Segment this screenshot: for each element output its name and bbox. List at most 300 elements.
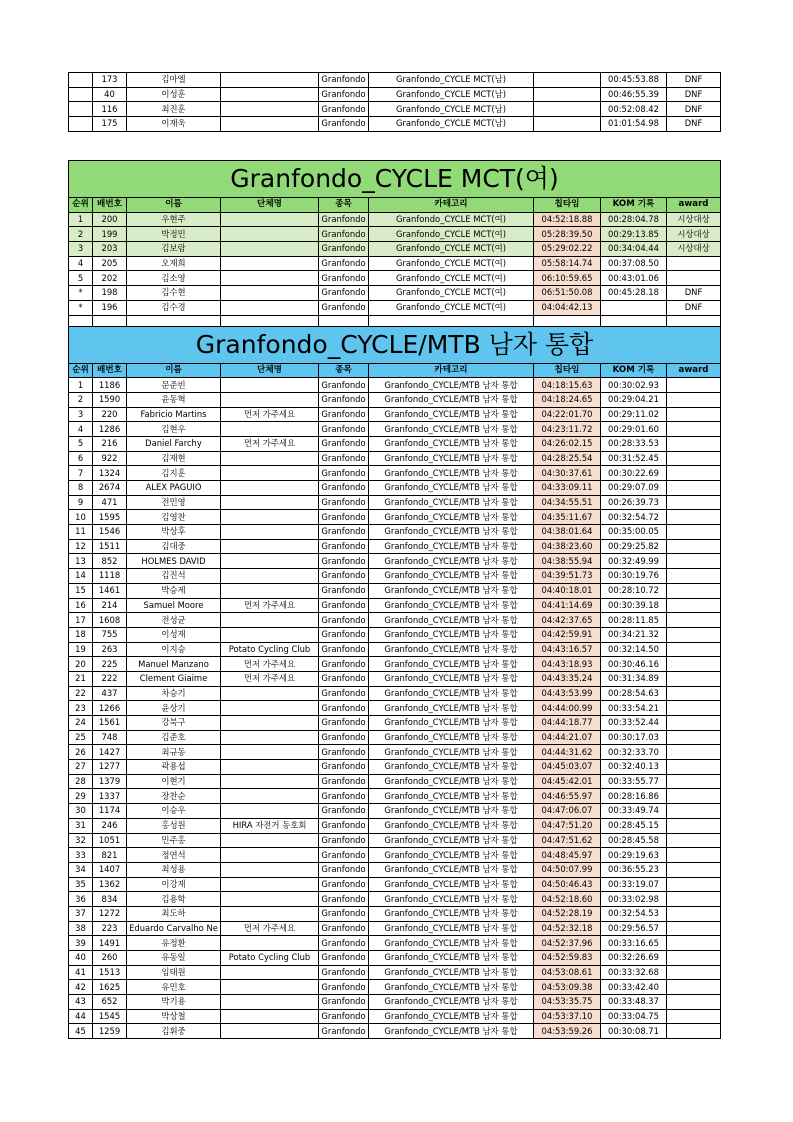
cell-event: Granfondo [319,818,369,833]
table-row [69,466,721,481]
table-row [69,760,721,775]
cell-award [667,848,721,863]
header-category: 카테고리 [369,198,534,213]
cell-bib: 196 [93,300,127,315]
cell-event: Granfondo [319,87,369,102]
cell-category: Granfondo_CYCLE/MTB 남자 통합 [369,745,534,760]
cell-award [667,1009,721,1024]
cell-chip-time: 06:51:50.08 [534,286,601,301]
cell-category: Granfondo_CYCLE MCT(여) [369,256,534,271]
cell-event: Granfondo [319,422,369,437]
cell-event: Granfondo [319,117,369,132]
cell-name: 이현기 [127,774,221,789]
cell-rank: 29 [69,789,93,804]
cell-rank: 38 [69,921,93,936]
cell-bib: 1546 [93,525,127,540]
cell-event: Granfondo [319,451,369,466]
cell-award [667,804,721,819]
cell-team: 먼저 가주세요 [221,671,319,686]
cell-name: 전성균 [127,613,221,628]
cell-kom: 00:34:04.44 [601,242,667,257]
cell-bib: 437 [93,686,127,701]
cell-kom: 00:52:08.42 [601,102,667,117]
cell-bib: 40 [93,87,127,102]
cell-rank: 14 [69,569,93,584]
cell-category: Granfondo_CYCLE/MTB 남자 통합 [369,510,534,525]
table-row [69,436,721,451]
table-row [69,892,721,907]
cell-award [667,598,721,613]
cell-category: Granfondo_CYCLE/MTB 남자 통합 [369,539,534,554]
cell-award [667,481,721,496]
cell-event: Granfondo [319,286,369,301]
cell-event: Granfondo [319,242,369,257]
cell-award [667,789,721,804]
cell-category: Granfondo_CYCLE/MTB 남자 통합 [369,760,534,775]
cell-name: 김현우 [127,422,221,437]
cell-award [667,701,721,716]
cell-award: DNF [667,73,721,88]
cell-kom: 00:45:53.88 [601,73,667,88]
cell-kom: 00:29:13.85 [601,227,667,242]
cell-bib: 1118 [93,569,127,584]
cell-bib: 922 [93,451,127,466]
cell-chip-time: 04:44:31.62 [534,745,601,760]
cell-name: 정연석 [127,848,221,863]
cell-name: 최성용 [127,862,221,877]
cell-category: Granfondo_CYCLE/MTB 남자 통합 [369,422,534,437]
cell-category: Granfondo_CYCLE/MTB 남자 통합 [369,730,534,745]
cell-bib: 1362 [93,877,127,892]
table-row [69,980,721,995]
cell-kom: 00:30:08.71 [601,1024,667,1039]
cell-chip-time: 04:43:53.99 [534,686,601,701]
cell-kom: 00:33:19.07 [601,877,667,892]
cell-category: Granfondo_CYCLE/MTB 남자 통합 [369,701,534,716]
cell-category: Granfondo_CYCLE/MTB 남자 통합 [369,862,534,877]
cell-team [221,862,319,877]
table-row [69,716,721,731]
cell-category: Granfondo_CYCLE/MTB 남자 통합 [369,951,534,966]
cell-category: Granfondo_CYCLE/MTB 남자 통합 [369,774,534,789]
cell-category: Granfondo_CYCLE/MTB 남자 통합 [369,407,534,422]
cell-award: DNF [667,300,721,315]
cell-kom: 00:31:34.89 [601,671,667,686]
table-row [69,862,721,877]
header-award: award [667,363,721,378]
cell-award [667,774,721,789]
cell-award [667,877,721,892]
cell-name: 김보람 [127,242,221,257]
cell-kom: 00:29:56.57 [601,921,667,936]
cell-kom: 00:30:19.76 [601,569,667,584]
cell-award [667,466,721,481]
cell-award [667,818,721,833]
cell-chip-time: 04:44:21.07 [534,730,601,745]
cell-bib: 1545 [93,1009,127,1024]
cell-kom: 00:35:00.05 [601,525,667,540]
cell-category: Granfondo_CYCLE/MTB 남자 통합 [369,818,534,833]
cell-name: 문준빈 [127,378,221,393]
cell-bib: 471 [93,495,127,510]
table-row [69,627,721,642]
cell-team [221,73,319,88]
cell-award [667,539,721,554]
table-row [69,495,721,510]
cell-chip-time: 04:33:09.11 [534,481,601,496]
cell-rank: 9 [69,495,93,510]
cell-event: Granfondo [319,716,369,731]
cell-rank: 12 [69,539,93,554]
cell-award [667,657,721,672]
cell-category: Granfondo_CYCLE/MTB 남자 통합 [369,789,534,804]
table-row [69,671,721,686]
cell-name: Daniel Farchy [127,436,221,451]
cell-kom: 00:28:16.86 [601,789,667,804]
cell-event: Granfondo [319,774,369,789]
cell-category: Granfondo_CYCLE/MTB 남자 통합 [369,598,534,613]
table-row [69,848,721,863]
cell-kom: 00:32:40.13 [601,760,667,775]
cell-rank: 17 [69,613,93,628]
cell-award [667,716,721,731]
cell-chip-time: 04:50:07.99 [534,862,601,877]
cell-kom: 00:30:22.69 [601,466,667,481]
cell-award [667,921,721,936]
cell-rank: 32 [69,833,93,848]
cell-award [667,965,721,980]
header-bib: 배번호 [93,363,127,378]
table-row [69,300,721,315]
table-row [69,73,721,88]
table-row [69,613,721,628]
cell-kom: 00:32:14.50 [601,642,667,657]
cell-rank: 45 [69,1024,93,1039]
cell-rank: 26 [69,745,93,760]
cell-award [667,862,721,877]
cell-category: Granfondo_CYCLE MCT(남) [369,102,534,117]
cell-kom [601,300,667,315]
table-row [69,583,721,598]
cell-category: Granfondo_CYCLE/MTB 남자 통합 [369,466,534,481]
cell-rank: 42 [69,980,93,995]
cell-name: 박상후 [127,525,221,540]
table-row [69,686,721,701]
cell-name: Clement Giaime [127,671,221,686]
cell-chip-time: 04:52:18.60 [534,892,601,907]
cell-kom: 00:33:54.21 [601,701,667,716]
table-row [69,701,721,716]
cell-award [667,951,721,966]
cell-category: Granfondo_CYCLE/MTB 남자 통합 [369,671,534,686]
cell-kom: 00:34:21.32 [601,627,667,642]
cell-rank: 30 [69,804,93,819]
cell-kom: 00:32:54.72 [601,510,667,525]
cell-bib: 1324 [93,466,127,481]
cell-event: Granfondo [319,227,369,242]
cell-event: Granfondo [319,1009,369,1024]
cell-team: Potato Cycling Club [221,951,319,966]
cell-chip-time: 04:47:51.62 [534,833,601,848]
cell-chip-time: 04:30:37.61 [534,466,601,481]
cell-bib: 202 [93,271,127,286]
table-row [69,936,721,951]
cell-award: DNF [667,286,721,301]
cell-rank: 27 [69,760,93,775]
cell-chip-time: 04:18:15.63 [534,378,601,393]
cell-bib: 2674 [93,481,127,496]
cell-category: Granfondo_CYCLE MCT(남) [369,73,534,88]
cell-category: Granfondo_CYCLE/MTB 남자 통합 [369,936,534,951]
cell-award [667,627,721,642]
cell-bib: 1286 [93,422,127,437]
cell-award [667,554,721,569]
cell-chip-time: 04:53:09.38 [534,980,601,995]
cell-chip-time: 06:10:59.65 [534,271,601,286]
cell-bib: 199 [93,227,127,242]
table-row [69,286,721,301]
cell-kom: 00:28:45.15 [601,818,667,833]
cell-bib: 1461 [93,583,127,598]
cell-award [667,583,721,598]
cell-rank: 16 [69,598,93,613]
cell-chip-time: 04:45:42.01 [534,774,601,789]
cell-bib: 222 [93,671,127,686]
cell-event: Granfondo [319,613,369,628]
cell-name: 유정환 [127,936,221,951]
cell-bib: 755 [93,627,127,642]
table-row [69,256,721,271]
cell-event: Granfondo [319,378,369,393]
cell-team [221,286,319,301]
cell-team [221,569,319,584]
cell-name: 전민영 [127,495,221,510]
cell-event: Granfondo [319,1024,369,1039]
cell-bib: 1427 [93,745,127,760]
cell-chip-time: 04:40:18.01 [534,583,601,598]
cell-bib: 1174 [93,804,127,819]
cell-award [667,495,721,510]
cell-bib: 652 [93,995,127,1010]
cell-name: ALEX PAGUIO [127,481,221,496]
cell-category: Granfondo_CYCLE/MTB 남자 통합 [369,995,534,1010]
cell-award: 시상대상 [667,242,721,257]
table-row [69,87,721,102]
cell-rank: 23 [69,701,93,716]
cell-rank [69,73,93,88]
cell-bib: 1513 [93,965,127,980]
cell-team [221,730,319,745]
cell-name: Fabricio Martins [127,407,221,422]
table-row [69,598,721,613]
cell-event: Granfondo [319,965,369,980]
cell-chip-time [534,102,601,117]
cell-bib: 1259 [93,1024,127,1039]
cell-chip-time: 04:39:51.73 [534,569,601,584]
cell-kom: 00:33:42.40 [601,980,667,995]
cell-team: 먼저 가주세요 [221,657,319,672]
header-event: 종목 [319,363,369,378]
cell-event: Granfondo [319,701,369,716]
cell-chip-time: 04:53:08.61 [534,965,601,980]
table-row [69,378,721,393]
cell-chip-time: 05:28:39.50 [534,227,601,242]
table-header [69,198,721,213]
cell-name: 박승제 [127,583,221,598]
cell-chip-time: 04:41:14.69 [534,598,601,613]
cell-event: Granfondo [319,627,369,642]
cell-team [221,271,319,286]
cell-category: Granfondo_CYCLE/MTB 남자 통합 [369,569,534,584]
cell-category: Granfondo_CYCLE/MTB 남자 통합 [369,657,534,672]
cell-chip-time [534,87,601,102]
section-title-mtb-men: Granfondo_CYCLE/MTB 남자 통합 [69,326,721,363]
cell-kom: 00:37:08.50 [601,256,667,271]
cell-event: Granfondo [319,892,369,907]
table-row [69,510,721,525]
cell-award [667,422,721,437]
cell-bib: 200 [93,212,127,227]
cell-award [667,451,721,466]
cell-award: DNF [667,87,721,102]
cell-kom: 00:31:52.45 [601,451,667,466]
cell-rank: 44 [69,1009,93,1024]
cell-name: Eduardo Carvalho Ne [127,921,221,936]
cell-category: Granfondo_CYCLE/MTB 남자 통합 [369,980,534,995]
cell-rank: 7 [69,466,93,481]
header-chip: 칩타임 [534,198,601,213]
cell-bib: 1337 [93,789,127,804]
cell-kom: 00:28:11.85 [601,613,667,628]
cell-chip-time: 04:42:59.91 [534,627,601,642]
cell-team [221,242,319,257]
cell-rank: 33 [69,848,93,863]
header-award: award [667,198,721,213]
cell-category: Granfondo_CYCLE MCT(여) [369,227,534,242]
cell-category: Granfondo_CYCLE/MTB 남자 통합 [369,892,534,907]
cell-bib: 173 [93,73,127,88]
cell-chip-time: 04:26:02.15 [534,436,601,451]
cell-kom: 00:32:54.53 [601,906,667,921]
cell-kom: 00:33:52.44 [601,716,667,731]
cell-event: Granfondo [319,212,369,227]
cell-bib: 223 [93,921,127,936]
cell-chip-time: 04:45:03.07 [534,760,601,775]
cell-kom: 00:30:39.18 [601,598,667,613]
table-row [69,789,721,804]
cell-name: 이승우 [127,804,221,819]
cell-bib: 1491 [93,936,127,951]
cell-event: Granfondo [319,657,369,672]
table-row [69,804,721,819]
cell-team [221,701,319,716]
cell-name: Samuel Moore [127,598,221,613]
cell-kom: 00:33:16.65 [601,936,667,951]
cell-event: Granfondo [319,256,369,271]
cell-team [221,613,319,628]
cell-team [221,212,319,227]
cell-kom: 00:29:25.82 [601,539,667,554]
cell-award: DNF [667,102,721,117]
cell-team [221,87,319,102]
cell-chip-time: 04:43:18.93 [534,657,601,672]
cell-chip-time: 04:23:11.72 [534,422,601,437]
cell-bib: 220 [93,407,127,422]
cell-chip-time: 04:28:25.54 [534,451,601,466]
cell-category: Granfondo_CYCLE MCT(여) [369,242,534,257]
cell-rank [69,117,93,132]
header-name: 이름 [127,198,221,213]
cell-team: 먼저 가주세요 [221,436,319,451]
cell-category: Granfondo_CYCLE MCT(남) [369,87,534,102]
table-row [69,422,721,437]
cell-name: 장찬순 [127,789,221,804]
cell-kom: 00:26:39.73 [601,495,667,510]
cell-chip-time: 04:43:35.24 [534,671,601,686]
cell-bib: 175 [93,117,127,132]
cell-name: 박기용 [127,995,221,1010]
cell-name: 유동일 [127,951,221,966]
results-table [68,160,721,1039]
cell-team [221,300,319,315]
cell-chip-time: 04:52:18.88 [534,212,601,227]
cell-team [221,892,319,907]
cell-event: Granfondo [319,300,369,315]
header-team: 단체명 [221,198,319,213]
cell-kom: 00:45:28.18 [601,286,667,301]
cell-event: Granfondo [319,539,369,554]
cell-name: 오재희 [127,256,221,271]
cell-kom: 00:43:01.06 [601,271,667,286]
cell-event: Granfondo [319,848,369,863]
cell-team [221,256,319,271]
cell-category: Granfondo_CYCLE/MTB 남자 통합 [369,583,534,598]
cell-bib: 748 [93,730,127,745]
header-team: 단체명 [221,363,319,378]
cell-chip-time: 04:22:01.70 [534,407,601,422]
cell-event: Granfondo [319,862,369,877]
cell-event: Granfondo [319,642,369,657]
cell-kom: 00:32:49.99 [601,554,667,569]
cell-team [221,745,319,760]
cell-name: 이재욱 [127,117,221,132]
cell-rank: 4 [69,256,93,271]
table-row [69,1024,721,1039]
table-row [69,1009,721,1024]
cell-category: Granfondo_CYCLE/MTB 남자 통합 [369,1024,534,1039]
cell-name: 우현주 [127,212,221,227]
cell-category: Granfondo_CYCLE/MTB 남자 통합 [369,686,534,701]
cell-chip-time: 04:53:37.10 [534,1009,601,1024]
cell-team [221,804,319,819]
cell-name: 곽용섭 [127,760,221,775]
cell-event: Granfondo [319,436,369,451]
cell-category: Granfondo_CYCLE/MTB 남자 통합 [369,554,534,569]
table-row [69,392,721,407]
cell-team [221,481,319,496]
cell-name: 김수경 [127,300,221,315]
cell-chip-time: 04:38:55.94 [534,554,601,569]
cell-category: Granfondo_CYCLE MCT(여) [369,212,534,227]
cell-rank: 3 [69,407,93,422]
table-row [69,212,721,227]
cell-bib: 205 [93,256,127,271]
cell-team [221,877,319,892]
cell-team: HIRA 자전거 동호회 [221,818,319,833]
cell-award [667,510,721,525]
cell-team [221,936,319,951]
cell-event: Granfondo [319,102,369,117]
